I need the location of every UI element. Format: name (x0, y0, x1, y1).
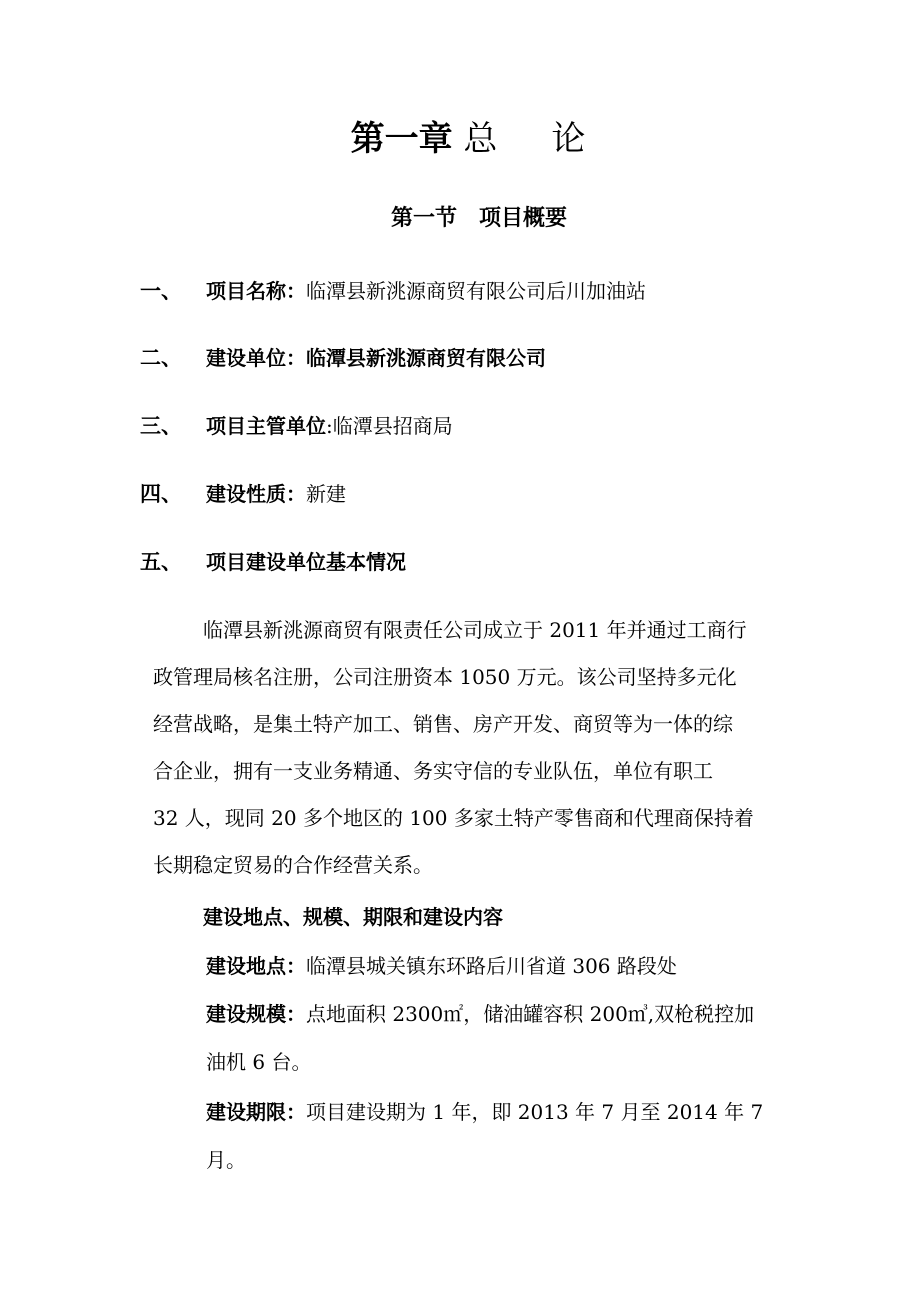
item-3-label: 项目主管单位 (206, 414, 326, 438)
paragraph-line-4: 合企业，拥有一支业务精通、务实守信的专业队伍，单位有职工 (153, 759, 713, 783)
item-5-number: 五、 (140, 550, 182, 574)
item-3-number: 三、 (140, 414, 182, 438)
period-label: 建设期限： (206, 1100, 306, 1124)
item-3-value: :临潭县招商局 (326, 414, 453, 438)
construction-period (206, 1097, 763, 1127)
scale-value-a: 点地面积 2300㎡ (306, 1002, 464, 1026)
paragraph-line-2: 政管理局核名注册，公司注册资本 1050 万元。该公司坚持多元化 (153, 665, 737, 689)
location-value: 临潭县城关镇东环路后川省道 306 路段处 (306, 954, 677, 978)
scale-label: 建设规模： (206, 1002, 306, 1026)
scale-value-b: ，储油罐容积 200㎥ (463, 1002, 648, 1026)
item-4-number: 四、 (140, 482, 182, 506)
paragraph-line-5: 32 人，现同 20 多个地区的 100 多家土特产零售商和代理商保持着 (153, 806, 754, 830)
chapter-title-number: 第一章 (350, 119, 453, 159)
item-4-value: 新建 (306, 482, 346, 506)
item-3-text (206, 411, 453, 441)
construction-heading: 建设地点、规模、期限和建设内容 (203, 905, 503, 929)
item-4-text (206, 479, 346, 509)
construction-scale-line2: 油机 6 台。 (206, 1050, 312, 1074)
location-label: 建设地点： (206, 954, 306, 978)
construction-location (206, 951, 677, 981)
construction-scale (206, 999, 754, 1029)
item-1-label: 项目名称： (206, 279, 306, 303)
chapter-title-text: 总论 (463, 119, 640, 159)
construction-period-line2: 月。 (206, 1148, 246, 1172)
paragraph-line-1: 临潭县新洮源商贸有限责任公司成立于 2011 年并通过工商行 (203, 618, 747, 642)
scale-value-c: ,双枪税控加 (647, 1002, 755, 1026)
paragraph-line-6: 长期稳定贸易的合作经营关系。 (153, 853, 433, 877)
period-value: 项目建设期为 1 年，即 2013 年 7 月至 2014 年 7 (306, 1100, 764, 1124)
paragraph-line-3: 经营战略，是集土特产加工、销售、房产开发、商贸等为一体的综 (153, 712, 733, 736)
item-5-label: 项目建设单位基本情况 (206, 550, 406, 574)
item-5-text (206, 547, 406, 577)
item-4-label: 建设性质： (206, 482, 306, 506)
item-2-number: 二、 (140, 346, 182, 370)
item-2-label: 建设单位：临潭县新洮源商贸有限公司 (206, 346, 546, 370)
item-1-text (206, 276, 646, 306)
item-1-value: 临潭县新洮源商贸有限公司后川加油站 (306, 279, 646, 303)
item-1-number: 一、 (140, 279, 182, 303)
item-2-text (206, 343, 546, 373)
chapter-title (0, 116, 920, 162)
section-title: 第一节 项目概要 (390, 206, 567, 231)
